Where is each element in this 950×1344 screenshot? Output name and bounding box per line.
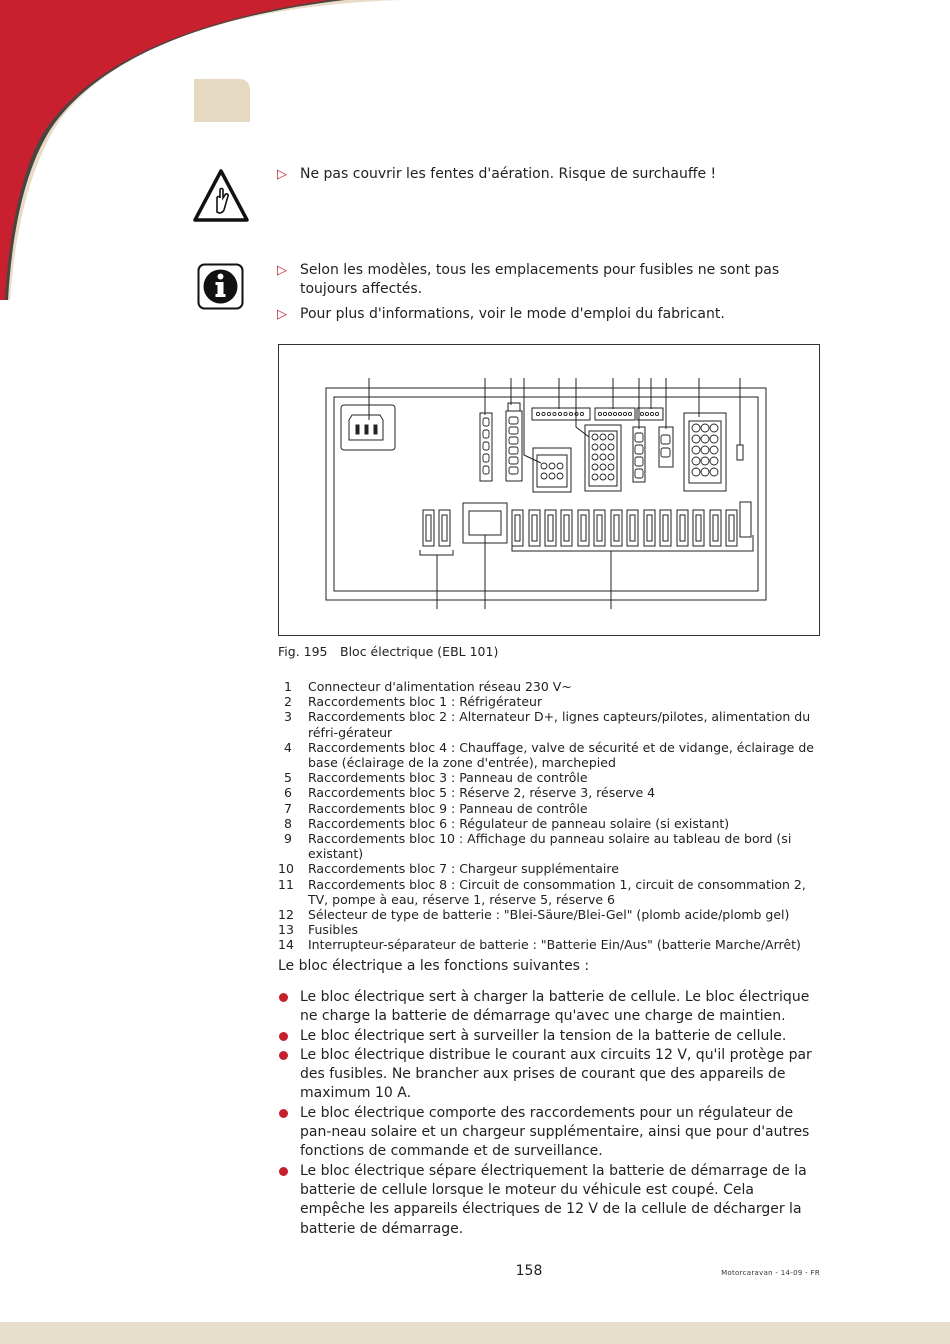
- connector-pin: [613, 412, 616, 415]
- connector-pin: [701, 424, 709, 432]
- fuse-element: [614, 515, 619, 541]
- function-item: [278, 1104, 823, 1162]
- figure-caption: [278, 644, 498, 659]
- connector-pin: [541, 473, 547, 479]
- ebl-diagram: [279, 345, 819, 635]
- connector-pin: [635, 445, 643, 454]
- ebl-diagram-figure: [278, 344, 820, 636]
- connector-pin: [701, 446, 709, 454]
- legend-item: [278, 709, 828, 739]
- connector-pin: [592, 444, 598, 450]
- connector-pin: [592, 464, 598, 470]
- legend-item: [278, 785, 828, 800]
- legend-text: Connecteur d'alimentation réseau 230 V~: [308, 679, 572, 694]
- page-number: 158: [515, 1263, 543, 1279]
- function-item: [278, 988, 823, 1027]
- legend-item: [278, 740, 828, 770]
- legend-number: 12: [278, 907, 294, 923]
- document-id: Motorcaravan - 14-09 - FR: [721, 1269, 820, 1277]
- connector-pin: [710, 457, 718, 465]
- legend-text: Raccordements bloc 4 : Chauffage, valve de sécurité et de vidange, éclairage de base (éclairage de la zone d'entrée), marchepied: [308, 739, 814, 771]
- connector-pin: [600, 474, 606, 480]
- connector-pin: [600, 434, 606, 440]
- legend-number: 14: [278, 937, 294, 953]
- connector-pin: [710, 424, 718, 432]
- fuse-element: [696, 515, 701, 541]
- functions-list: [278, 988, 823, 1239]
- legend-item: [278, 907, 828, 922]
- connector-pin: [509, 417, 518, 424]
- connector-pin: [600, 444, 606, 450]
- legend-number: 8: [284, 815, 292, 831]
- connector-pin: [710, 468, 718, 476]
- block-2-tab: [508, 403, 520, 411]
- connector-pin: [692, 435, 700, 443]
- connector-pin: [483, 430, 489, 438]
- connector-pin: [592, 474, 598, 480]
- function-text: Le bloc électrique sert à charger la batterie de cellule. Le bloc électrique ne charge la batterie de démarrage qu'avec une charge de maintien.: [300, 989, 810, 1025]
- connector-pin: [661, 448, 670, 457]
- fuse-element: [564, 515, 569, 541]
- connector-pin: [569, 412, 572, 415]
- legend-text: Raccordements bloc 8 : Circuit de consommation 1, circuit de consommation 2, TV, pompe à eau, réserve 1, réserve 5, réserve 6: [308, 876, 806, 907]
- legend-text: Fusibles: [308, 922, 359, 938]
- connector-pin: [580, 412, 583, 415]
- legend-number: 1: [284, 679, 292, 694]
- warning-hand-icon: [193, 168, 249, 224]
- connector-pin: [564, 412, 567, 415]
- connector-pin: [542, 412, 545, 415]
- block-7-connector: [659, 427, 673, 467]
- connector-pin: [603, 412, 606, 415]
- red-bullet-icon: [279, 993, 288, 1002]
- legend-text: Raccordements bloc 3 : Panneau de contrôle: [308, 770, 588, 786]
- legend-number: 2: [284, 694, 292, 710]
- function-text: Le bloc électrique distribue le courant aux circuits 12 V, qu'il protège par des fusibles. Ne brancher aux prises de courant que des appareils de maximum 10 A.: [300, 1046, 812, 1102]
- connector-pin: [628, 412, 631, 415]
- legend-number: 7: [284, 800, 292, 816]
- triangle-bullet-icon: ▷: [277, 263, 287, 278]
- legend-text: Raccordements bloc 7 : Chargeur supplémentaire: [308, 861, 619, 877]
- fuse-element: [426, 515, 431, 541]
- legend-number: 3: [284, 709, 292, 725]
- connector-pin: [608, 474, 614, 480]
- legend-number: 11: [278, 876, 294, 892]
- legend-text: Raccordements bloc 2 : Alternateur D+, lignes capteurs/pilotes, alimentation du réfri-gérateur: [308, 709, 811, 740]
- fuse-element: [729, 515, 734, 541]
- legend-text: Raccordements bloc 9 : Panneau de contrôle: [308, 800, 588, 816]
- block-5-strip: [595, 408, 635, 420]
- fuse-holder-end: [740, 502, 751, 537]
- legend-item: [278, 831, 828, 861]
- legend-item: [278, 816, 828, 831]
- block-6-connector: [585, 425, 621, 491]
- figure-number: Fig. 195: [278, 644, 328, 659]
- legend-number: 5: [284, 770, 292, 786]
- connector-pin: [635, 433, 643, 442]
- function-item: [278, 1027, 823, 1046]
- fuse-element: [630, 515, 635, 541]
- connector-pin: [710, 435, 718, 443]
- legend-item: [278, 861, 828, 876]
- connector-pin: [558, 412, 561, 415]
- connector-pin: [483, 466, 489, 474]
- fuse-element: [548, 515, 553, 541]
- connector-pin: [655, 412, 658, 415]
- connector-pin: [549, 473, 555, 479]
- connector-pin: [692, 446, 700, 454]
- connector-pin: [557, 473, 563, 479]
- connector-pin: [692, 468, 700, 476]
- connector-pin: [692, 424, 700, 432]
- legend-item: [278, 922, 828, 937]
- connector-pin: [608, 434, 614, 440]
- legend-item: [278, 770, 828, 785]
- connector-pin: [536, 412, 539, 415]
- connector-pin: [608, 464, 614, 470]
- corner-swoosh-decoration: [0, 0, 400, 300]
- legend-item: [278, 937, 828, 952]
- legend-number: 13: [278, 922, 294, 938]
- block-8-connector: [684, 413, 726, 491]
- fuse-element: [532, 515, 537, 541]
- connector-pin: [509, 467, 518, 474]
- legend-text: Sélecteur de type de batterie : "Blei-Säure/Blei-Gel" (plomb acide/plomb gel): [308, 907, 790, 923]
- connector-pin: [553, 412, 556, 415]
- connector-pin: [509, 427, 518, 434]
- battery-type-selector: [737, 445, 743, 460]
- function-item: [278, 1046, 823, 1104]
- fuse-element: [663, 515, 668, 541]
- connector-pin: [635, 469, 643, 478]
- legend-text: Raccordements bloc 10 : Affichage du panneau solaire au tableau de bord (si existant): [308, 831, 792, 862]
- connector-pin: [640, 412, 643, 415]
- fuse-element: [713, 515, 718, 541]
- ebl-panel: [334, 397, 758, 591]
- block-3-strip: [532, 408, 590, 420]
- fuse-element: [515, 515, 520, 541]
- connector-pin: [549, 463, 555, 469]
- connector-pin: [509, 457, 518, 464]
- connector-pin: [650, 412, 653, 415]
- fuse-element: [597, 515, 602, 541]
- legend-item: [278, 801, 828, 816]
- legend-number: 10: [278, 861, 294, 877]
- red-bullet-icon: [279, 1167, 288, 1176]
- connector-pin: [608, 444, 614, 450]
- legend-text: Raccordements bloc 5 : Réserve 2, réserve 3, réserve 4: [308, 785, 656, 801]
- connector-pin: [600, 464, 606, 470]
- block-1-connector: [480, 413, 492, 481]
- legend-item: [278, 694, 828, 709]
- connector-pin: [608, 454, 614, 460]
- function-text: Le bloc électrique sépare électriquement la batterie de démarrage de la batterie de cellule lorsque le moteur du véhicule est coupé. Cela empêche les appareils électriques de 12 V de la cellule de décharger la batterie de démarrage.: [300, 1162, 807, 1237]
- figure-legend: [278, 679, 828, 953]
- chapter-tab: [194, 79, 250, 122]
- legend-text: Interrupteur-séparateur de batterie : "Batterie Ein/Aus" (batterie Marche/Arrêt): [308, 937, 801, 953]
- connector-pin: [635, 457, 643, 466]
- legend-text: Raccordements bloc 6 : Régulateur de panneau solaire (si existant): [308, 815, 730, 831]
- connector-pin: [661, 435, 670, 444]
- legend-item: [278, 877, 828, 907]
- connector-pin: [598, 412, 601, 415]
- warning-item: ▷ Ne pas couvrir les fentes d'aération. Risque de surchauffe !: [277, 166, 717, 182]
- legend-item: [278, 679, 828, 694]
- connector-pin: [547, 412, 550, 415]
- info-item: ▷ Selon les modèles, tous les emplacements pour fusibles ne sont pas toujours affectés.: [277, 262, 780, 297]
- connector-pin: [509, 437, 518, 444]
- red-bullet-icon: [279, 1109, 288, 1118]
- red-bullet-icon: [279, 1032, 288, 1041]
- info-item: ▷ Pour plus d'informations, voir le mode d'emploi du fabricant.: [277, 306, 725, 322]
- connector-pin: [692, 457, 700, 465]
- connector-pin: [608, 412, 611, 415]
- connector-pin: [710, 446, 718, 454]
- legend-number: 4: [284, 739, 292, 755]
- legend-text: Raccordements bloc 1 : Réfrigérateur: [308, 694, 543, 710]
- connector-pin: [541, 463, 547, 469]
- connector-pin: [509, 447, 518, 454]
- legend-number: 6: [284, 785, 292, 801]
- connector-pin: [557, 463, 563, 469]
- function-text: Le bloc électrique comporte des raccordements pour un régulateur de pan-neau solaire et un chargeur supplémentaire, ainsi que pour d'autres fonctions de commande et de surveillance.: [300, 1104, 810, 1160]
- connector-pin: [701, 457, 709, 465]
- red-bullet-icon: [279, 1051, 288, 1060]
- connector-pin: [483, 418, 489, 426]
- functions-intro: Le bloc électrique a les fonctions suivantes :: [278, 958, 590, 974]
- fuse-element: [581, 515, 586, 541]
- connector-pin: [600, 454, 606, 460]
- function-text: Le bloc électrique sert à surveiller la tension de la batterie de cellule.: [300, 1027, 787, 1044]
- fuse-element: [680, 515, 685, 541]
- fuse-element: [647, 515, 652, 541]
- footer-band: [0, 1322, 950, 1344]
- triangle-bullet-icon: ▷: [277, 307, 287, 322]
- connector-pin: [701, 435, 709, 443]
- connector-pin: [592, 434, 598, 440]
- fuse-element: [442, 515, 447, 541]
- connector-pin: [623, 412, 626, 415]
- connector-pin: [645, 412, 648, 415]
- connector-pin: [592, 454, 598, 460]
- connector-pin: [483, 442, 489, 450]
- figure-title: Bloc électrique (EBL 101): [340, 644, 499, 659]
- connector-pin: [483, 454, 489, 462]
- legend-number: 9: [284, 831, 292, 847]
- connector-pin: [701, 468, 709, 476]
- triangle-bullet-icon: ▷: [277, 167, 287, 182]
- connector-pin: [618, 412, 621, 415]
- block-2-connector: [506, 411, 522, 481]
- function-item: [278, 1162, 823, 1239]
- info-icon: [197, 263, 244, 310]
